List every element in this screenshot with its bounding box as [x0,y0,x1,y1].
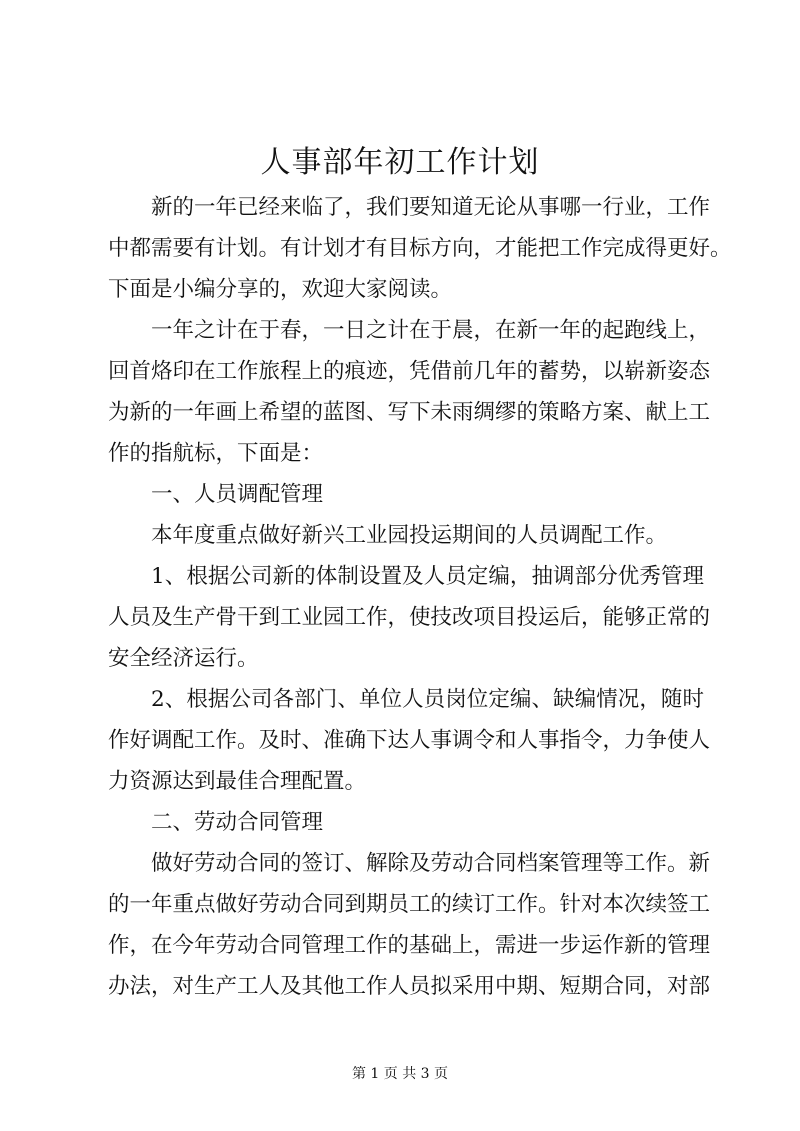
paragraph-line: 回首烙印在工作旅程上的痕迹，凭借前几年的蓄势，以崭新姿态 [108,359,711,384]
section-heading: 一、人员调配管理 [151,482,324,507]
paragraph-line: 作的指航标，下面是： [108,441,324,466]
paragraph-line: 力资源达到最佳合理配置。 [108,769,367,794]
paragraph-line: 2、根据公司各部门、单位人员岗位定编、缺编情况，随时 [151,687,704,712]
paragraph-line: 新的一年已经来临了，我们要知道无论从事哪一行业，工作 [151,195,711,220]
paragraph-line: 安全经济运行。 [108,646,259,671]
section-heading: 二、劳动合同管理 [151,810,324,835]
paragraph-line: 1、根据公司新的体制设置及人员定编，抽调部分优秀管理 [151,564,704,589]
paragraph-line: 为新的一年画上希望的蓝图、写下未雨绸缪的策略方案、献上工 [108,400,711,425]
paragraph-line: 下面是小编分享的，欢迎大家阅读。 [108,277,453,302]
paragraph-line: 中都需要有计划。有计划才有目标方向，才能把工作完成得更好。 [108,236,732,261]
paragraph-line: 人员及生产骨干到工业园工作，使技改项目投运后，能够正常的 [108,605,711,630]
paragraph-line: 作，在今年劳动合同管理工作的基础上，需进一步运作新的管理 [108,933,711,958]
paragraph-line: 作好调配工作。及时、准确下达人事调令和人事指令，力争使人 [108,728,711,753]
paragraph-line: 做好劳动合同的签订、解除及劳动合同档案管理等工作。新 [151,851,711,876]
paragraph-line: 本年度重点做好新兴工业园投运期间的人员调配工作。 [151,523,668,548]
paragraph-line: 办法，对生产工人及其他工作人员拟采用中期、短期合同，对部 [108,974,711,999]
paragraph-line: 的一年重点做好劳动合同到期员工的续订工作。针对本次续签工 [108,892,711,917]
document-title: 人事部年初工作计划 [260,145,540,180]
page-number-footer: 第 1 页 共 3 页 [351,1066,449,1082]
paragraph-line: 一年之计在于春，一日之计在于晨，在新一年的起跑线上， [151,318,711,343]
